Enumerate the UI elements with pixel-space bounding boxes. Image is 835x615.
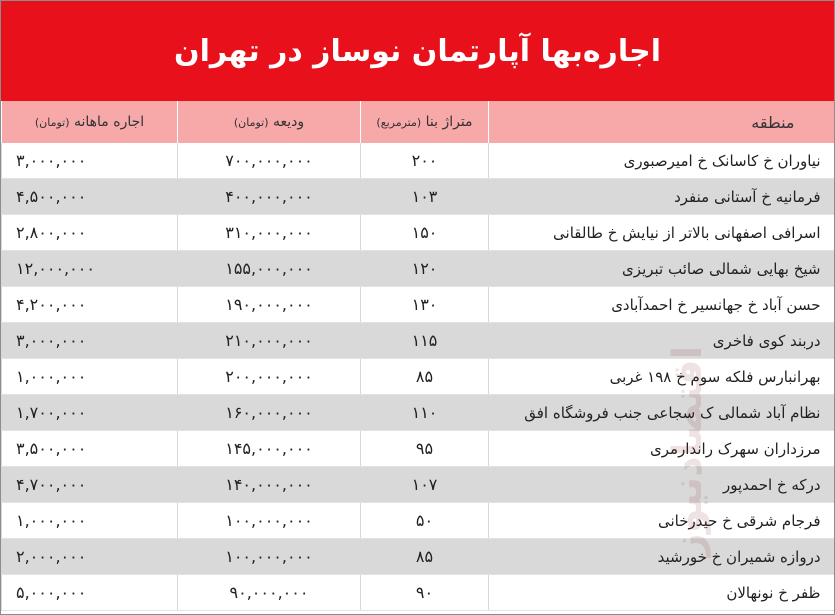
page-title: اجاره‌بها آپارتمان نوساز در تهران: [174, 33, 661, 69]
cell-deposit-text: ۳۱۰,۰۰۰,۰۰۰: [225, 223, 313, 242]
cell-area-text: فرجام شرقی خ حیدرخانی: [657, 511, 821, 530]
cell-rent: [2, 179, 178, 215]
cell-area: [489, 179, 835, 215]
cell-rent: [2, 467, 178, 503]
cell-rent: [2, 575, 178, 611]
table-row: [2, 431, 835, 467]
cell-size: [361, 251, 489, 287]
cell-area: [489, 143, 835, 179]
header-deposit-unit: (تومان): [233, 116, 269, 129]
cell-rent-text: ۳,۰۰۰,۰۰۰: [16, 331, 87, 350]
cell-deposit: [178, 467, 361, 503]
cell-area: [489, 575, 835, 611]
header-rent-label: اجاره ماهانه: [73, 114, 145, 130]
cell-deposit: [178, 143, 361, 179]
header-deposit: [178, 101, 361, 143]
cell-rent-text: ۱۲,۰۰۰,۰۰۰: [16, 259, 95, 278]
cell-deposit-text: ۱۹۰,۰۰۰,۰۰۰: [225, 295, 313, 314]
table-row: [2, 251, 835, 287]
cell-area: [489, 359, 835, 395]
table-row: [2, 323, 835, 359]
table-row: [2, 287, 835, 323]
cell-deposit: [178, 323, 361, 359]
cell-rent-text: ۴,۷۰۰,۰۰۰: [16, 475, 87, 494]
header-size-unit: (مترمربع): [376, 116, 422, 129]
cell-size: [361, 323, 489, 359]
cell-size: [361, 575, 489, 611]
cell-size: [361, 359, 489, 395]
cell-deposit-text: ۲۰۰,۰۰۰,۰۰۰: [225, 367, 313, 386]
cell-rent-text: ۴,۲۰۰,۰۰۰: [16, 295, 87, 314]
cell-rent: [2, 539, 178, 575]
table-row: [2, 395, 835, 431]
cell-deposit: [178, 287, 361, 323]
rent-table: [1, 101, 835, 611]
cell-size-text: ۹۵: [415, 439, 434, 458]
cell-area-text: نظام آباد شمالی ک سجاعی جنب فروشگاه افق: [524, 403, 821, 422]
cell-rent-text: ۴,۵۰۰,۰۰۰: [16, 187, 87, 206]
cell-deposit-text: ۱۴۰,۰۰۰,۰۰۰: [225, 475, 313, 494]
cell-rent-text: ۱,۰۰۰,۰۰۰: [16, 511, 87, 530]
cell-deposit-text: ۲۱۰,۰۰۰,۰۰۰: [225, 331, 313, 350]
cell-area-text: دربند کوی فاخری: [712, 331, 821, 350]
cell-size-text: ۱۲۰: [411, 259, 438, 278]
header-rent-unit: (تومان): [34, 116, 70, 129]
cell-area: [489, 215, 835, 251]
cell-rent-text: ۱,۰۰۰,۰۰۰: [16, 367, 87, 386]
cell-size-text: ۱۰۳: [411, 187, 438, 206]
cell-area: [489, 467, 835, 503]
table-row: [2, 539, 835, 575]
table-row: [2, 359, 835, 395]
cell-deposit-text: ۱۵۵,۰۰۰,۰۰۰: [225, 259, 313, 278]
cell-deposit: [178, 215, 361, 251]
cell-deposit-text: ۱۴۵,۰۰۰,۰۰۰: [225, 439, 313, 458]
table-body: [2, 143, 835, 611]
table-row: [2, 179, 835, 215]
cell-size-text: ۱۰۷: [411, 475, 438, 494]
table-row: [2, 575, 835, 611]
cell-size-text: ۸۵: [415, 367, 434, 386]
cell-deposit-text: ۱۰۰,۰۰۰,۰۰۰: [225, 547, 313, 566]
cell-size: [361, 215, 489, 251]
cell-rent-text: ۵,۰۰۰,۰۰۰: [16, 583, 87, 602]
cell-area-text: بهرانبارس فلکه سوم خ ۱۹۸ غربی: [609, 367, 821, 386]
cell-rent: [2, 287, 178, 323]
cell-size: [361, 395, 489, 431]
cell-rent: [2, 323, 178, 359]
cell-rent: [2, 395, 178, 431]
cell-deposit: [178, 395, 361, 431]
cell-rent: [2, 503, 178, 539]
cell-deposit-text: ۷۰۰,۰۰۰,۰۰۰: [225, 151, 313, 170]
header-row: [2, 101, 835, 143]
cell-area: [489, 251, 835, 287]
cell-deposit-text: ۱۰۰,۰۰۰,۰۰۰: [225, 511, 313, 530]
cell-size: [361, 179, 489, 215]
cell-area-text: فرمانیه خ آستانی منفرد: [674, 187, 821, 206]
header-size: [361, 101, 489, 143]
cell-area-text: درکه خ احمدپور: [723, 475, 821, 494]
cell-deposit: [178, 179, 361, 215]
cell-size: [361, 539, 489, 575]
cell-size-text: ۱۱۵: [411, 331, 438, 350]
cell-area-text: اسرافی اصفهانی بالاتر از نیایش خ طالقانی: [553, 223, 821, 242]
cell-rent-text: ۲,۸۰۰,۰۰۰: [16, 223, 87, 242]
header-area: [489, 101, 835, 143]
cell-rent: [2, 359, 178, 395]
table-row: [2, 215, 835, 251]
cell-area-text: حسن آباد خ جهانسیر خ احمدآبادی: [611, 295, 821, 314]
cell-deposit: [178, 251, 361, 287]
cell-area: [489, 395, 835, 431]
header-rent: [2, 101, 178, 143]
cell-area: [489, 323, 835, 359]
table-row: [2, 467, 835, 503]
cell-size: [361, 287, 489, 323]
cell-rent-text: ۲,۰۰۰,۰۰۰: [16, 547, 87, 566]
cell-area-text: شیخ بهایی شمالی صائب تبریزی: [622, 259, 821, 278]
cell-deposit: [178, 431, 361, 467]
cell-size-text: ۱۱۰: [411, 403, 438, 422]
cell-area: [489, 287, 835, 323]
cell-deposit: [178, 359, 361, 395]
cell-rent-text: ۱,۷۰۰,۰۰۰: [16, 403, 87, 422]
cell-deposit: [178, 503, 361, 539]
cell-deposit-text: ۱۶۰,۰۰۰,۰۰۰: [225, 403, 313, 422]
cell-deposit-text: ۴۰۰,۰۰۰,۰۰۰: [225, 187, 313, 206]
table-row: [2, 143, 835, 179]
cell-deposit: [178, 539, 361, 575]
cell-area-text: نیاوران خ کاسانک خ امیرصبوری: [623, 151, 821, 170]
cell-area-text: ظفر خ نونهالان: [726, 583, 821, 602]
cell-rent: [2, 431, 178, 467]
cell-area: [489, 431, 835, 467]
cell-rent: [2, 251, 178, 287]
cell-area-text: مرزداران سهرک راندارمری: [650, 439, 821, 458]
header-area-label: منطقه: [751, 112, 795, 132]
header-size-label: متراژ بنا: [425, 114, 473, 130]
cell-size-text: ۱۵۰: [411, 223, 438, 242]
cell-size: [361, 467, 489, 503]
cell-area-text: دروازه شمیران خ خورشید: [657, 547, 821, 566]
cell-size-text: ۸۵: [415, 547, 434, 566]
cell-size-text: ۲۰۰: [411, 151, 438, 170]
title-bar: [1, 1, 834, 101]
table-row: [2, 503, 835, 539]
cell-area: [489, 503, 835, 539]
cell-deposit-text: ۹۰,۰۰۰,۰۰۰: [229, 583, 309, 602]
cell-size-text: ۱۳۰: [411, 295, 438, 314]
cell-rent: [2, 215, 178, 251]
cell-size-text: ۹۰: [415, 583, 434, 602]
cell-size: [361, 503, 489, 539]
cell-rent-text: ۳,۰۰۰,۰۰۰: [16, 151, 87, 170]
header-deposit-label: ودیعه: [272, 114, 305, 130]
cell-rent: [2, 143, 178, 179]
cell-size: [361, 143, 489, 179]
cell-area: [489, 539, 835, 575]
cell-size: [361, 431, 489, 467]
cell-size-text: ۵۰: [415, 511, 434, 530]
cell-deposit: [178, 575, 361, 611]
cell-rent-text: ۳,۵۰۰,۰۰۰: [16, 439, 87, 458]
